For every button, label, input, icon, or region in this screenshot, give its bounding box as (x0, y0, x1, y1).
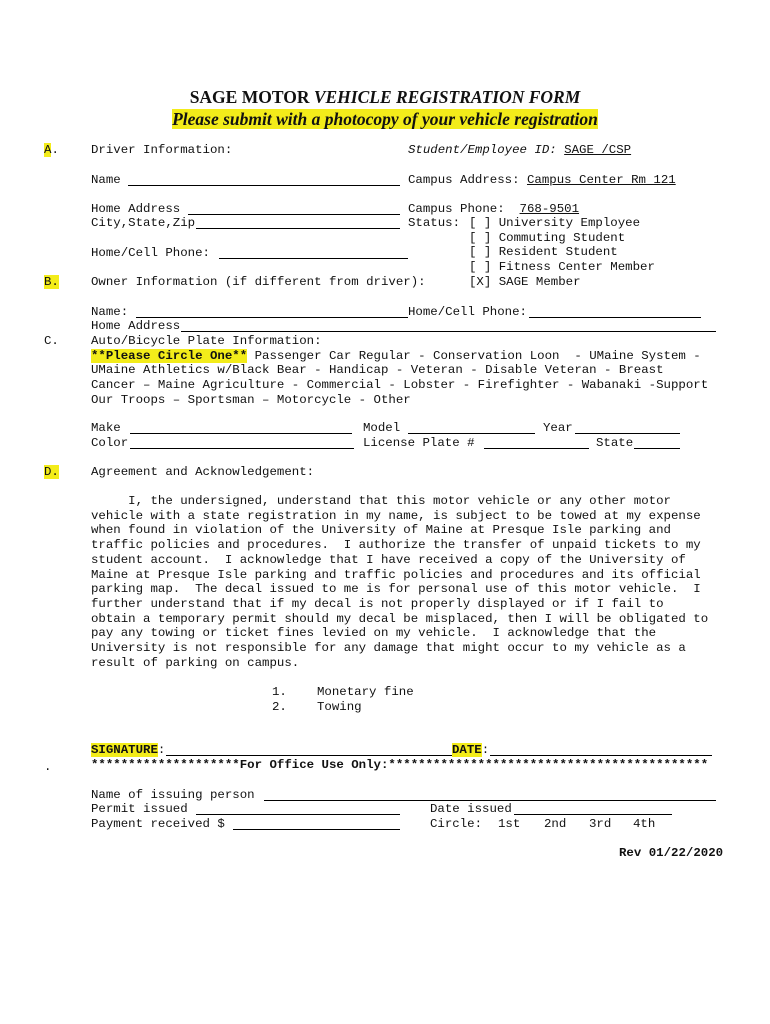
status-option-label: Resident Student (498, 245, 618, 259)
campus-address-value[interactable]: Campus Center Rm 121 (526, 173, 676, 187)
date-label (452, 743, 489, 758)
form-subtitle: Please submit with a photocopy of your vehicle registration (172, 109, 598, 129)
plate-line-1 (91, 349, 701, 364)
agreement-text (91, 494, 708, 670)
section-b-marker (44, 275, 59, 290)
status-option[interactable] (469, 245, 618, 260)
agreement-line: parking map. The decal issued to me is for personal use of this motor vehicle. I (91, 582, 701, 597)
list-item-text: Towing (317, 700, 362, 714)
status-option[interactable] (469, 260, 655, 275)
title-prefix: SAGE MOTOR (189, 87, 314, 107)
make-field[interactable] (130, 433, 352, 434)
status-option[interactable] (469, 275, 581, 290)
list-item-number: 2. (272, 700, 287, 714)
checkbox-icon[interactable]: [ ] (469, 231, 492, 245)
section-a-marker (44, 143, 59, 158)
state-label: State (596, 436, 634, 450)
owner-name-field[interactable] (136, 317, 408, 318)
circle-option[interactable]: 2nd (544, 817, 567, 831)
payment-received-label: Payment received $ (91, 817, 225, 831)
permit-issued-label: Permit issued (91, 802, 188, 816)
home-address-field[interactable] (188, 214, 400, 215)
color-label: Color (91, 436, 129, 450)
section-d-marker (44, 465, 59, 480)
status-option[interactable] (469, 231, 625, 246)
agreement-line: student account. I acknowledge that I have received a copy of the University of (91, 552, 686, 567)
student-id-value[interactable]: SAGE /CSP (564, 143, 632, 157)
home-cell-phone-label: Home/Cell Phone: (91, 246, 210, 260)
list-item-number: 1. (272, 685, 287, 699)
title-suffix: VEHICLE REGISTRATION FORM (313, 87, 581, 107)
agreement-line: vehicle with a state registration in my name, is subject to be towed at my expense (91, 508, 701, 523)
status-option-label: Fitness Center Member (498, 260, 655, 274)
date-issued-field[interactable] (514, 814, 672, 815)
status-option-label: University Employee (498, 216, 641, 230)
color-field[interactable] (130, 448, 354, 449)
campus-phone-value[interactable]: 768-9501 (519, 202, 580, 216)
home-cell-phone-field[interactable] (219, 258, 408, 259)
checkbox-icon[interactable]: [ ] (469, 245, 492, 259)
permit-issued-field[interactable] (196, 814, 400, 815)
agreement-line: further understand that if my decal is not properly displayed or if I fail to (91, 596, 664, 611)
agreement-line: University is not responsible for any damage that might occur to my vehicle as a (91, 641, 686, 656)
signature-label-text: SIGNATURE (91, 743, 158, 757)
plate-options-3[interactable]: Cancer – Maine Agriculture - Commercial - Lobster - Firefighter - Wabanaki -Support (91, 378, 709, 392)
signature-colon: : (157, 743, 166, 757)
model-field[interactable] (408, 433, 535, 434)
section-a-letter: A (44, 143, 52, 157)
name-label: Name (91, 173, 121, 187)
plate-info-header: Auto/Bicycle Plate Information: (91, 334, 322, 348)
owner-info-header: Owner Information (if different from driver): (91, 275, 426, 289)
section-b-letter: B. (44, 275, 59, 289)
year-field[interactable] (575, 433, 680, 434)
circle-option[interactable]: 1st (498, 817, 521, 831)
date-colon: : (481, 743, 490, 757)
driver-info-header: Driver Information: (91, 143, 233, 157)
plate-options-1[interactable]: Passenger Car Regular - Conservation Loon - UMaine System - (247, 349, 701, 363)
circle-option[interactable]: 4th (633, 817, 656, 831)
circle-label: Circle: (430, 817, 483, 831)
agreement-line: result of parking on campus. (91, 655, 300, 670)
checkbox-checked-icon[interactable]: [X] (469, 275, 492, 289)
make-label: Make (91, 421, 121, 435)
list-item-text: Monetary fine (317, 685, 414, 699)
checkbox-icon[interactable]: [ ] (469, 216, 492, 230)
agreement-line: traffic policies and procedures. I authorize the transfer of unpaid tickets to my (91, 538, 701, 553)
home-address-label: Home Address (91, 202, 181, 216)
agreement-line: pay any towing or ticket fines levied on my vehicle. I acknowledge that the (91, 626, 657, 641)
signature-field[interactable] (166, 755, 452, 756)
campus-phone-row (408, 202, 579, 217)
license-plate-label: License Plate # (363, 436, 475, 450)
date-field[interactable] (490, 755, 712, 756)
student-id-label: Student/Employee ID: (408, 143, 557, 157)
office-use-banner: ********************For Office Use Only:******************************************* (91, 758, 709, 772)
owner-name-label: Name: (91, 305, 129, 319)
plate-options-4[interactable]: Our Troops – Sportsman – Motorcycle - Other (91, 393, 411, 407)
status-option[interactable] (469, 216, 640, 231)
status-label: Status: (408, 216, 461, 230)
owner-home-address-field[interactable] (181, 331, 716, 332)
license-plate-field[interactable] (484, 448, 589, 449)
revision-date: Rev 01/22/2020 (619, 846, 724, 860)
campus-phone-label: Campus Phone: (408, 202, 505, 216)
section-c-marker: C. (44, 334, 59, 348)
payment-received-field[interactable] (233, 829, 400, 830)
year-label: Year (543, 421, 573, 435)
date-issued-label: Date issued (430, 802, 512, 816)
owner-phone-label-text: Home/Cell Phone: (408, 305, 527, 319)
model-label: Model (363, 421, 401, 435)
checkbox-icon[interactable]: [ ] (469, 260, 492, 274)
owner-phone-field[interactable] (529, 317, 701, 318)
owner-phone-label (408, 305, 527, 320)
state-field[interactable] (634, 448, 680, 449)
agreement-line: I, the undersigned, understand that this motor vehicle or any other motor (91, 494, 671, 508)
agreement-line: obtain a temporary permit should my decal be misplaced, then I will be obligated to (91, 611, 709, 626)
circle-one-note: **Please Circle One** (91, 349, 248, 363)
circle-option[interactable]: 3rd (589, 817, 612, 831)
campus-address-row (408, 173, 676, 188)
stray-dot: . (44, 760, 52, 774)
signature-label (91, 743, 165, 758)
form-title (0, 86, 770, 108)
city-state-zip-field[interactable] (196, 228, 400, 229)
issuer-label: Name of issuing person (91, 788, 255, 802)
status-option-label: SAGE Member (498, 275, 581, 289)
agreement-header: Agreement and Acknowledgement: (91, 465, 315, 479)
date-label-text: DATE (452, 743, 482, 757)
campus-address-label: Campus Address: (408, 173, 520, 187)
status-option-label: Commuting Student (498, 231, 626, 245)
owner-home-address-label: Home Address (91, 319, 181, 333)
city-state-zip-label: City,State,Zip (91, 216, 196, 230)
agreement-line: when found in violation of the University of Maine at Presque Isle parking and (91, 523, 671, 538)
name-field[interactable] (128, 185, 400, 186)
agreement-line: Maine at Presque Isle parking and traffic policies and procedures and its official (91, 567, 701, 582)
student-id-row (408, 143, 631, 158)
form-subtitle-wrap (0, 108, 770, 130)
plate-options-2[interactable]: UMaine Athletics w/Black Bear - Handicap - Veteran - Disable Veteran - Breast (91, 363, 664, 377)
issuer-field[interactable] (264, 800, 716, 801)
section-d-letter: D. (44, 465, 59, 479)
section-a-dot: . (51, 143, 59, 157)
